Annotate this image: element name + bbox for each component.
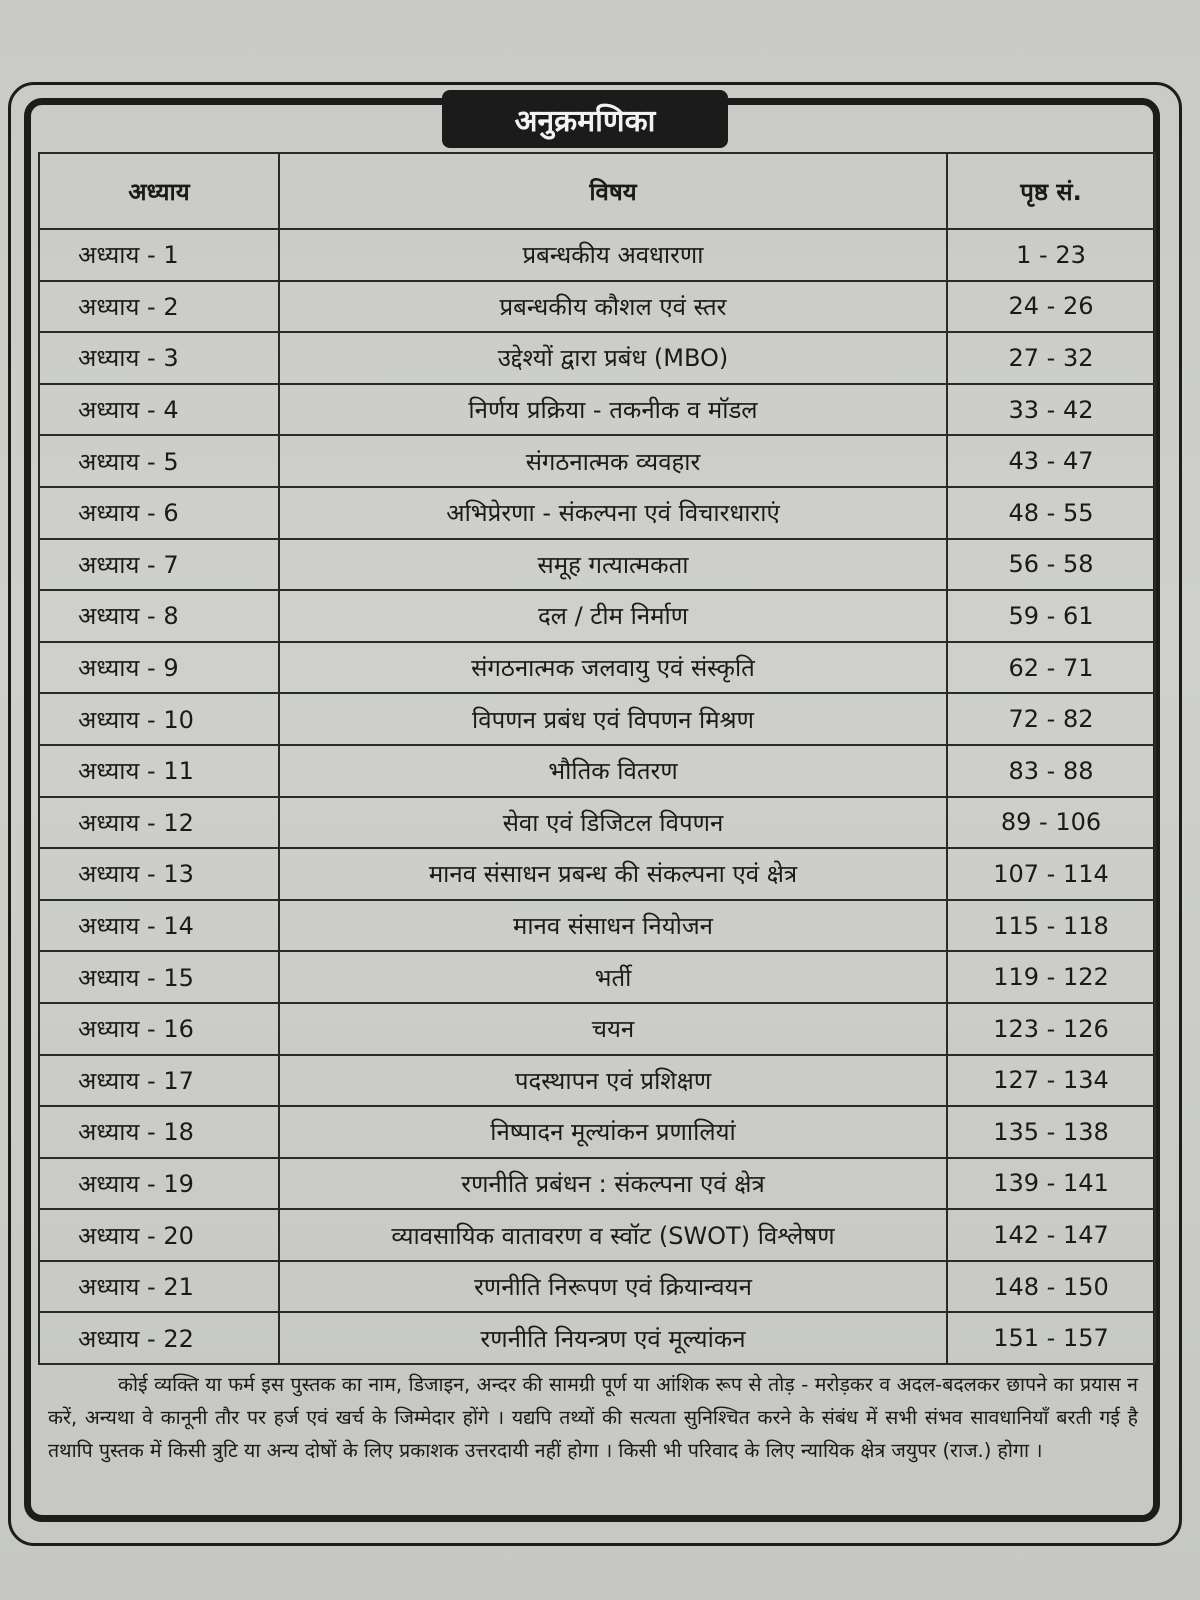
row-subject: मानव संसाधन प्रबन्ध की संकल्पना एवं क्षेत्र <box>279 848 947 900</box>
row-chapter: अध्याय - 17 <box>39 1055 279 1107</box>
row-page: 142 - 147 <box>947 1209 1155 1261</box>
table-row <box>39 1055 1155 1107</box>
row-subject: प्रबन्धकीय कौशल एवं स्तर <box>279 281 947 333</box>
row-subject: संगठनात्मक व्यवहार <box>279 435 947 487</box>
row-subject: दल / टीम निर्माण <box>279 590 947 642</box>
table-row <box>39 229 1155 281</box>
row-page: 24 - 26 <box>947 281 1155 333</box>
row-page: 62 - 71 <box>947 642 1155 694</box>
row-chapter: अध्याय - 6 <box>39 487 279 539</box>
row-subject: संगठनात्मक जलवायु एवं संस्कृति <box>279 642 947 694</box>
row-page: 83 - 88 <box>947 745 1155 797</box>
table-row <box>39 590 1155 642</box>
table-row <box>39 745 1155 797</box>
row-page: 123 - 126 <box>947 1003 1155 1055</box>
row-page: 59 - 61 <box>947 590 1155 642</box>
table-row <box>39 1003 1155 1055</box>
row-chapter: अध्याय - 7 <box>39 539 279 591</box>
table-row <box>39 951 1155 1003</box>
header-subject: विषय <box>279 153 947 229</box>
row-chapter: अध्याय - 20 <box>39 1209 279 1261</box>
row-subject: सेवा एवं डिजिटल विपणन <box>279 797 947 849</box>
row-page: 1 - 23 <box>947 229 1155 281</box>
row-subject: मानव संसाधन नियोजन <box>279 900 947 952</box>
row-subject: भर्ती <box>279 951 947 1003</box>
row-chapter: अध्याय - 15 <box>39 951 279 1003</box>
row-chapter: अध्याय - 18 <box>39 1106 279 1158</box>
row-subject: रणनीति प्रबंधन : संकल्पना एवं क्षेत्र <box>279 1158 947 1210</box>
row-chapter: अध्याय - 13 <box>39 848 279 900</box>
row-chapter: अध्याय - 3 <box>39 332 279 384</box>
table-row <box>39 1209 1155 1261</box>
header-page: पृष्ठ सं. <box>947 153 1155 229</box>
row-subject: रणनीति निरूपण एवं क्रियान्वयन <box>279 1261 947 1313</box>
contents-table <box>38 152 1156 1365</box>
row-page: 48 - 55 <box>947 487 1155 539</box>
row-chapter: अध्याय - 22 <box>39 1312 279 1364</box>
table-row <box>39 281 1155 333</box>
row-page: 115 - 118 <box>947 900 1155 952</box>
table-row <box>39 384 1155 436</box>
table-row <box>39 1261 1155 1313</box>
table-row <box>39 1106 1155 1158</box>
table-row <box>39 848 1155 900</box>
row-page: 127 - 134 <box>947 1055 1155 1107</box>
row-page: 33 - 42 <box>947 384 1155 436</box>
row-chapter: अध्याय - 11 <box>39 745 279 797</box>
row-subject: भौतिक वितरण <box>279 745 947 797</box>
table-row <box>39 435 1155 487</box>
row-chapter: अध्याय - 5 <box>39 435 279 487</box>
table-row <box>39 797 1155 849</box>
table-row <box>39 1312 1155 1364</box>
table-row <box>39 487 1155 539</box>
row-page: 135 - 138 <box>947 1106 1155 1158</box>
table-row <box>39 900 1155 952</box>
row-subject: समूह गत्यात्मकता <box>279 539 947 591</box>
copyright-notice: कोई व्यक्ति या फर्म इस पुस्तक का नाम, डिजाइन, अन्दर की सामग्री पूर्ण या आंशिक रूप से तोड़ - मरोड़कर व अदल-बदलकर छापने का प्रयास न करें, अन्यथा वे कानूनी तौर पर हर्ज एवं खर्च के जिम्मेदार होंगे । यद्यपि तथ्यों की सत्यता सुनिश्चित करने के संबंध में सभी संभव सावधानियाँ बरती गई है तथापि पुस्तक में किसी त्रुटि या अन्य दोषों के लिए प्रकाशक उत्तरदायी नहीं होगा । किसी भी परिवाद के लिए न्यायिक क्षेत्र जयुपर (राज.) होगा । <box>48 1373 1138 1462</box>
row-subject: प्रबन्धकीय अवधारणा <box>279 229 947 281</box>
row-chapter: अध्याय - 19 <box>39 1158 279 1210</box>
row-chapter: अध्याय - 1 <box>39 229 279 281</box>
row-page: 56 - 58 <box>947 539 1155 591</box>
row-subject: चयन <box>279 1003 947 1055</box>
row-subject: उद्देश्यों द्वारा प्रबंध (MBO) <box>279 332 947 384</box>
row-page: 139 - 141 <box>947 1158 1155 1210</box>
table-header-row <box>39 153 1155 229</box>
row-subject: निर्णय प्रक्रिया - तकनीक व मॉडल <box>279 384 947 436</box>
row-subject: पदस्थापन एवं प्रशिक्षण <box>279 1055 947 1107</box>
row-subject: रणनीति नियन्त्रण एवं मूल्यांकन <box>279 1312 947 1364</box>
row-chapter: अध्याय - 8 <box>39 590 279 642</box>
table-body <box>39 229 1155 1364</box>
row-page: 119 - 122 <box>947 951 1155 1003</box>
row-chapter: अध्याय - 4 <box>39 384 279 436</box>
table-row <box>39 642 1155 694</box>
row-chapter: अध्याय - 10 <box>39 693 279 745</box>
row-page: 151 - 157 <box>947 1312 1155 1364</box>
row-chapter: अध्याय - 12 <box>39 797 279 849</box>
table-row <box>39 332 1155 384</box>
header-chapter: अध्याय <box>39 153 279 229</box>
table-row <box>39 693 1155 745</box>
row-page: 27 - 32 <box>947 332 1155 384</box>
row-subject: व्यावसायिक वातावरण व स्वॉट (SWOT) विश्लेषण <box>279 1209 947 1261</box>
row-chapter: अध्याय - 9 <box>39 642 279 694</box>
row-page: 107 - 114 <box>947 848 1155 900</box>
row-subject: अभिप्रेरणा - संकल्पना एवं विचारधाराएं <box>279 487 947 539</box>
row-page: 72 - 82 <box>947 693 1155 745</box>
row-page: 43 - 47 <box>947 435 1155 487</box>
table-row <box>39 1158 1155 1210</box>
row-subject: निष्पादन मूल्यांकन प्रणालियां <box>279 1106 947 1158</box>
table-row <box>39 539 1155 591</box>
row-chapter: अध्याय - 21 <box>39 1261 279 1313</box>
row-chapter: अध्याय - 14 <box>39 900 279 952</box>
row-subject: विपणन प्रबंध एवं विपणन मिश्रण <box>279 693 947 745</box>
row-chapter: अध्याय - 16 <box>39 1003 279 1055</box>
row-page: 89 - 106 <box>947 797 1155 849</box>
row-page: 148 - 150 <box>947 1261 1155 1313</box>
row-chapter: अध्याय - 2 <box>39 281 279 333</box>
index-title: अनुक्रमणिका <box>442 90 728 148</box>
